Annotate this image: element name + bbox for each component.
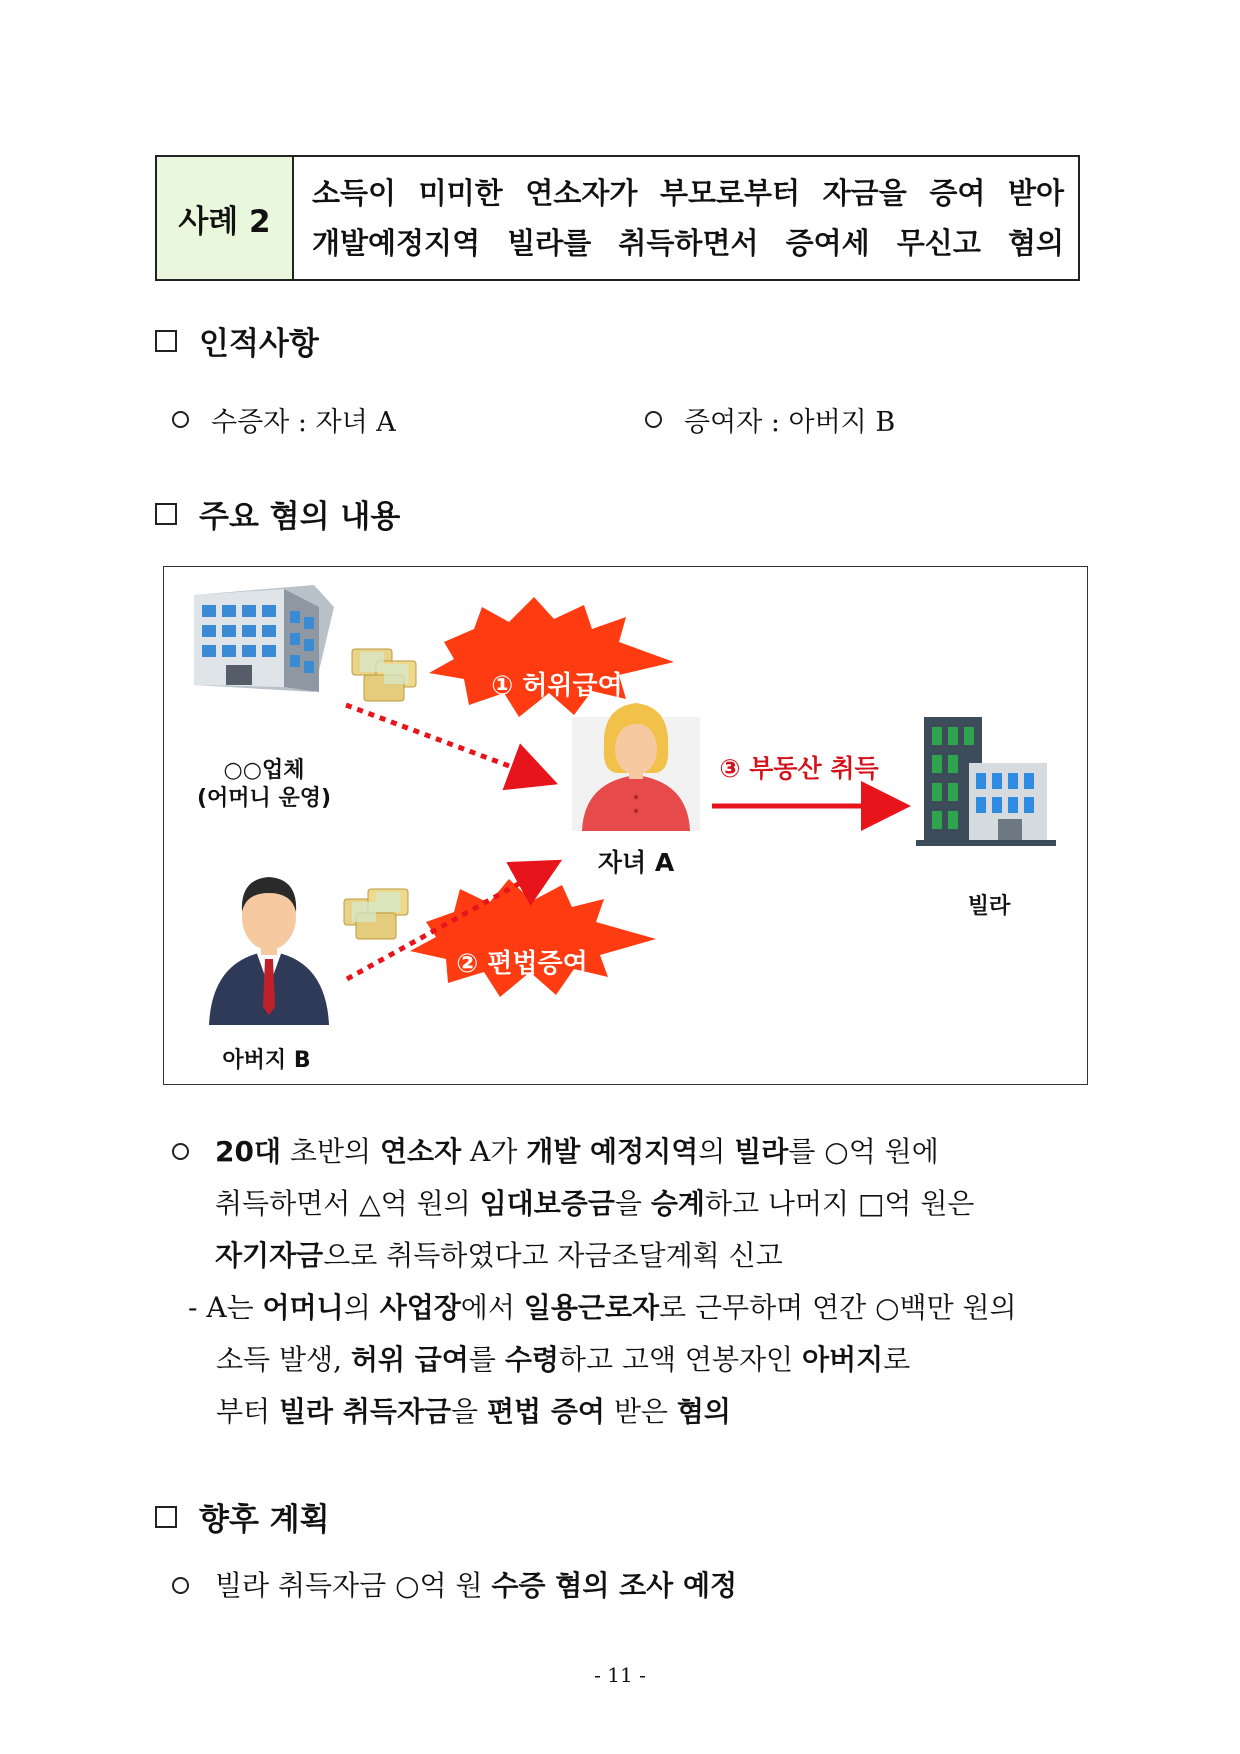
man-avatar-icon [209, 877, 329, 1025]
case-title-line2: 개발예정지역 빌라를 취득하면서 증여세 무신고 혐의 [312, 226, 1064, 260]
paragraph-detail-line2: 소득 발생, 허위 급여를 수령하고 고액 연봉자인 아버지로 [216, 1343, 911, 1376]
case-title-box [155, 155, 1080, 281]
bullet-circle-icon [172, 1143, 189, 1160]
label-villa: 빌라 [967, 894, 1011, 919]
paragraph-main [215, 1126, 1095, 1282]
label-company [174, 757, 354, 813]
label-company-line1: ○○업체 [223, 758, 305, 783]
donor [645, 400, 895, 439]
arrow-salary [346, 705, 544, 779]
case-label: 사례 2 [157, 157, 294, 279]
diagram-graphics [164, 567, 1089, 1086]
paragraph-detail [188, 1282, 1093, 1438]
office-building-icon [194, 585, 334, 692]
section-plan-title: 향후 계획 [199, 1502, 330, 1538]
label-indirect-gift: ② 편법증여 [456, 949, 588, 979]
recipient-text: 수증자 : 자녀 A [211, 407, 396, 438]
villa-building-icon [916, 717, 1056, 846]
case-title-line1: 소득이 미미한 연소자가 부모로부터 자금을 증여 받아 [312, 176, 1064, 210]
paragraph-main-line3: 자기자금으로 취득하였다고 자금조달계획 신고 [215, 1239, 783, 1272]
section-main [155, 491, 400, 536]
section-main-title: 주요 혐의 내용 [199, 499, 401, 535]
bullet-circle-icon [645, 411, 662, 428]
checkbox-square-icon [155, 330, 177, 352]
flow-diagram [163, 566, 1088, 1085]
paragraph-detail-line3: 부터 빌라 취득자금을 편법 증여 받은 혐의 [216, 1395, 731, 1428]
section-plan [155, 1494, 330, 1539]
paragraph-main-line1: 20대 초반의 연소자 A가 개발 예정지역의 빌라를 ○억 원에 [215, 1135, 939, 1168]
section-personal-title: 인적사항 [199, 326, 319, 362]
paragraph-main-line2: 취득하면서 △억 원의 임대보증금을 승계하고 나머지 □억 원은 [215, 1187, 975, 1220]
woman-avatar-icon [572, 703, 700, 831]
bullet-circle-icon [172, 1577, 189, 1594]
bullet-circle-icon [172, 411, 189, 428]
label-company-line2: (어머니 운영) [196, 786, 332, 811]
checkbox-square-icon [155, 503, 177, 525]
label-father: 아버지 B [222, 1048, 311, 1073]
label-child: 자녀 A [597, 848, 675, 877]
money-stack-icon [352, 649, 416, 701]
recipient [172, 400, 396, 439]
page-number: - 11 - [594, 1663, 646, 1687]
donor-text: 증여자 : 아버지 B [684, 407, 896, 438]
label-real-estate: ③ 부동산 취득 [719, 754, 879, 783]
money-stack-icon [344, 889, 408, 939]
checkbox-square-icon [155, 1506, 177, 1528]
plan-text: 빌라 취득자금 ○억 원 수증 혐의 조사 예정 [215, 1569, 738, 1602]
section-personal [155, 318, 319, 363]
case-title [294, 157, 1078, 279]
label-fake-salary: ① 허위급여 [491, 671, 623, 701]
paragraph-detail-line1: - A는 어머니의 사업장에서 일용근로자로 근무하며 연간 ○백만 원의 [188, 1291, 1017, 1324]
